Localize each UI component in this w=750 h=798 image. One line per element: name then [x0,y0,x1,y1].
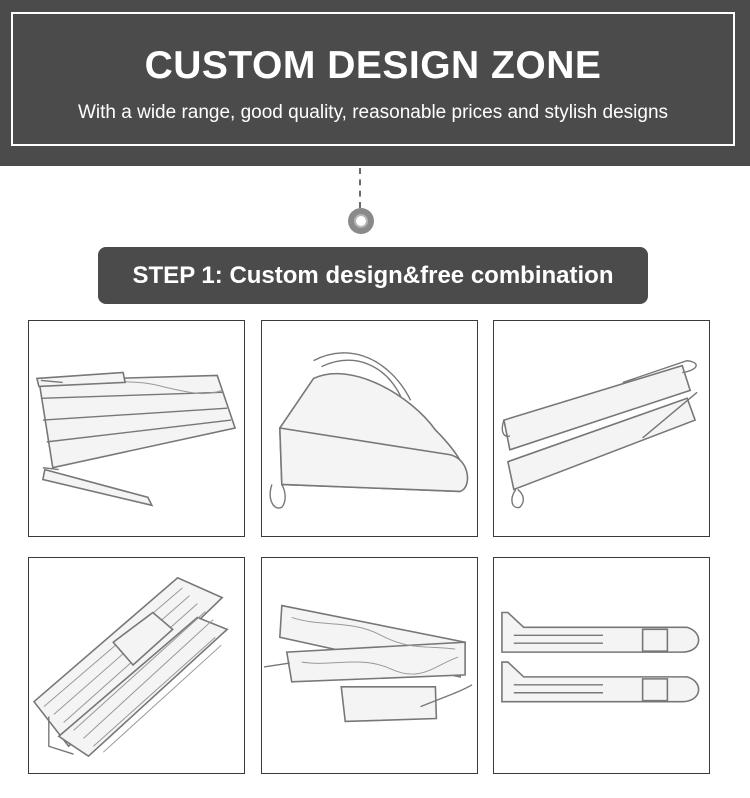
folded-strap-sketch-icon [29,321,244,536]
ring-icon [348,208,374,234]
page-subtitle: With a wide range, good quality, reasonable prices and stylish designs [77,102,669,123]
twin-strap-sketch-icon [494,321,709,536]
wrap-strap-sketch-icon [262,558,477,773]
product-image-2[interactable] [261,320,478,537]
product-image-1[interactable] [28,320,245,537]
page-title: CUSTOM DESIGN ZONE [144,44,602,87]
looped-strap-sketch-icon [262,321,477,536]
product-image-4[interactable] [28,557,245,774]
hook-strap-sketch-icon [494,558,709,773]
dashed-connector [359,168,361,208]
product-image-5[interactable] [261,557,478,774]
product-image-6[interactable] [493,557,710,774]
header-frame [11,12,735,146]
product-image-3[interactable] [493,320,710,537]
step-heading: STEP 1: Custom design&free combination [98,247,648,304]
ribbed-strap-sketch-icon [29,558,244,773]
header-banner [0,0,750,166]
